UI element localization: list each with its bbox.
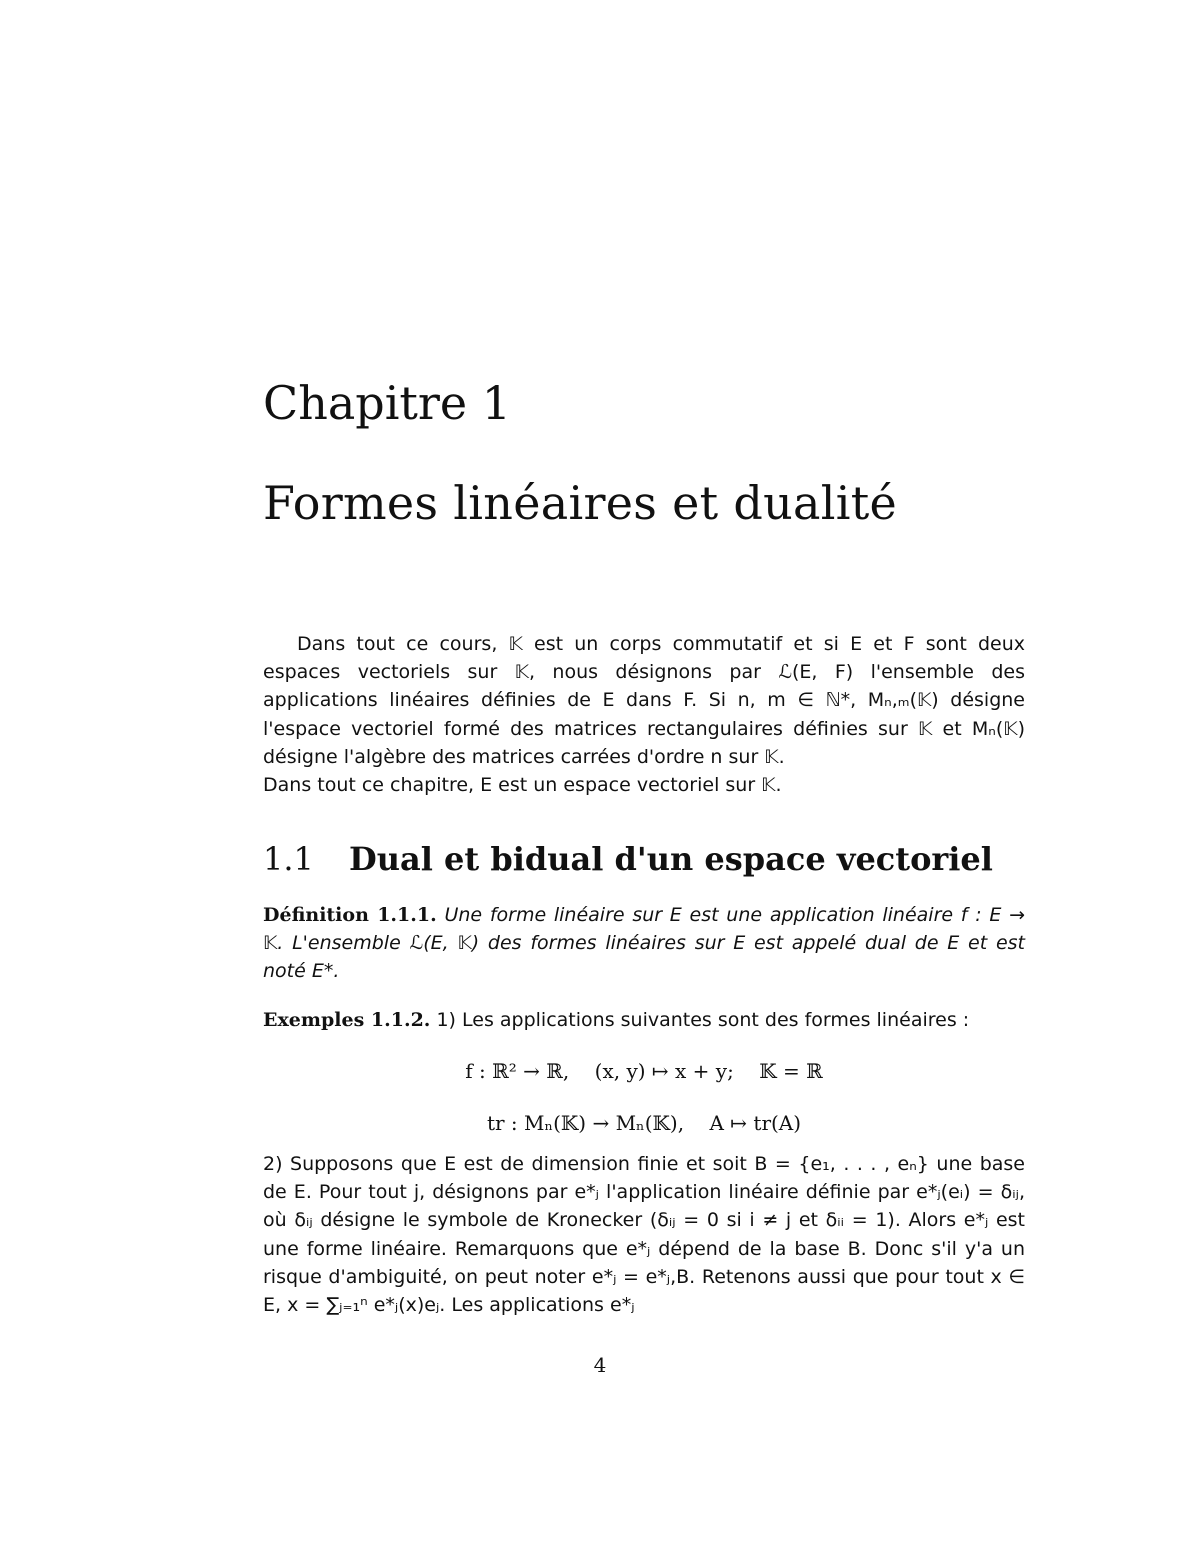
section-number: 1.1 bbox=[263, 840, 314, 878]
intro-paragraph-1: Dans tout ce cours, 𝕂 est un corps commutatif et si E et F sont deux espaces vectoriels sur 𝕂, nous désignons par ℒ(E, F) l'ensemble des applications linéaires définies de E dans F. Si n, m ∈ ℕ*, Mₙ,ₘ(𝕂) désigne l'espace vectoriel formé des matrices rectangulaires définies sur 𝕂 et Mₙ(𝕂) désigne l'algèbre des matrices carrées d'ordre n sur 𝕂. bbox=[263, 633, 1025, 768]
definition-block bbox=[263, 901, 1025, 986]
definition-label: Définition 1.1.1. bbox=[263, 904, 437, 926]
definition-text: Une forme linéaire sur E est une application linéaire f : E → 𝕂. L'ensemble ℒ(E, 𝕂) des formes linéaires sur E est appelé dual de E et est noté E*. bbox=[263, 904, 1026, 983]
intro-text bbox=[263, 630, 1025, 799]
equation-2: tr : Mₙ(𝕂) → Mₙ(𝕂), A ↦ tr(A) bbox=[486, 1111, 802, 1135]
chapter-title: Formes linéaires et dualité bbox=[263, 476, 898, 530]
equation-1: f : ℝ² → ℝ, (x, y) ↦ x + y; 𝕂 = ℝ bbox=[465, 1059, 823, 1083]
example-paragraph-2: 2) Supposons que E est de dimension finie et soit B = {e₁, . . . , eₙ} une base de E. Pour tout j, désignons par e*ⱼ l'application linéaire définie par e*ⱼ(eᵢ) = δᵢⱼ, où δᵢⱼ désigne le symbole de Kronecker (δᵢⱼ = 0 si i ≠ j et δᵢᵢ = 1). Alors e*ⱼ est une forme linéaire. Remarquons que e*ⱼ dépend de la base B. Donc s'il y'a un risque d'ambiguité, on peut noter e*ⱼ = e*ⱼ,B. Retenons aussi que pour tout x ∈ E, x = ∑ⱼ₌₁ⁿ e*ⱼ(x)eⱼ. Les applications e*ⱼ bbox=[263, 1153, 1025, 1317]
examples-label: Exemples 1.1.2. bbox=[263, 1009, 431, 1031]
examples-block bbox=[263, 1006, 1025, 1034]
chapter-label: Chapitre 1 bbox=[263, 376, 511, 430]
intro-paragraph-2: Dans tout ce chapitre, E est un espace vectoriel sur 𝕂. bbox=[263, 774, 782, 797]
examples-intro: 1) Les applications suivantes sont des formes linéaires : bbox=[436, 1009, 970, 1031]
section-title: Dual et bidual d'un espace vectoriel bbox=[349, 840, 993, 878]
section-heading bbox=[263, 840, 993, 878]
page-number: 4 bbox=[593, 1353, 607, 1377]
